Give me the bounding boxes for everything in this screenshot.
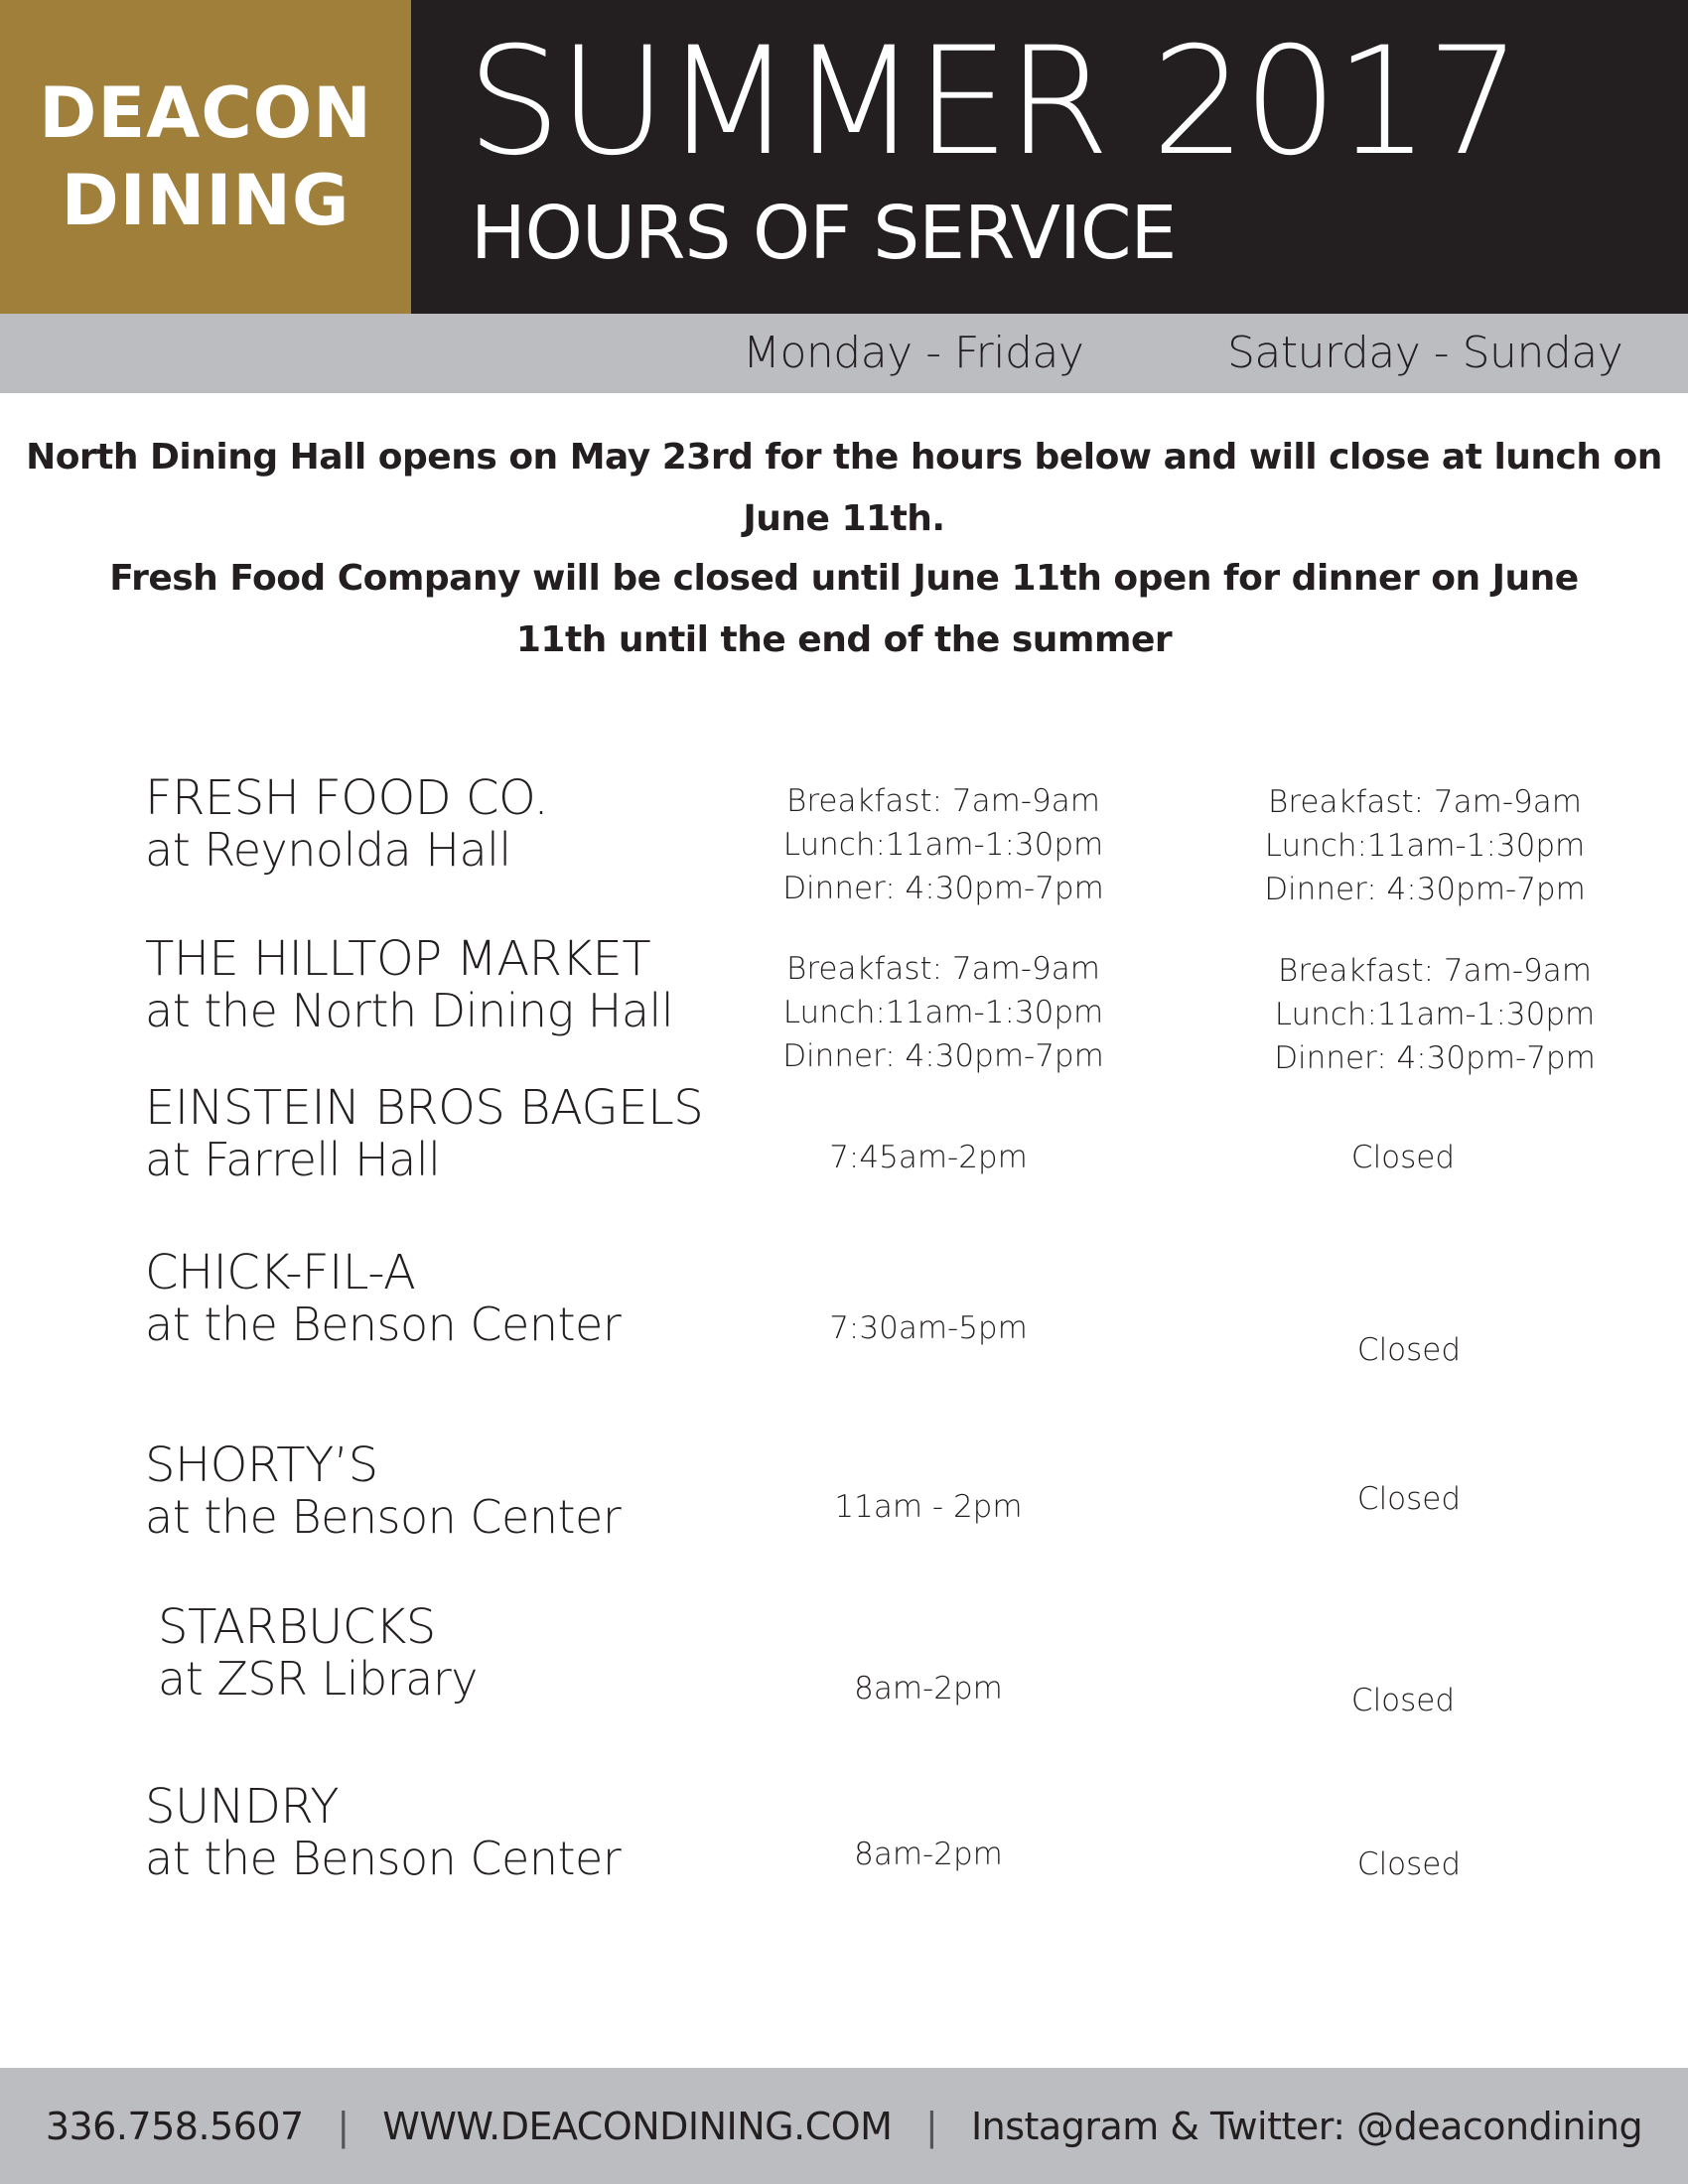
weekday-hours	[720, 1306, 1137, 1350]
weekday-hours	[720, 1136, 1137, 1179]
fresh-food-notice: Fresh Food Company will be closed until June 11th open for dinner on June 11th until the end of the summer	[109, 558, 1579, 660]
location-place: at ZSR Library	[158, 1652, 478, 1706]
location-chick-fil-a	[145, 1247, 621, 1350]
location-name: SUNDRY	[145, 1779, 340, 1835]
location-sundry	[145, 1781, 621, 1884]
hours-text: 8am-2pm	[854, 1837, 1003, 1872]
location-place: at the Benson Center	[145, 1297, 622, 1351]
weekend-hours	[1195, 1679, 1612, 1722]
weekend-hours	[1200, 1328, 1618, 1372]
location-place: at the Benson Center	[145, 1490, 622, 1544]
location-name: SHORTY’S	[145, 1437, 378, 1493]
footer-contact	[46, 2105, 1642, 2148]
hours-text: 8am-2pm	[854, 1671, 1003, 1706]
closed-text: Closed	[1356, 1481, 1462, 1517]
weekend-hours	[1195, 1136, 1612, 1179]
hours-text: 7:30am-5pm	[829, 1310, 1028, 1346]
location-einstein-bagels	[145, 1082, 703, 1185]
lunch-hours: Lunch:11am-1:30pm	[782, 827, 1104, 863]
location-hilltop-market	[145, 933, 673, 1036]
weekend-hours	[1216, 780, 1633, 911]
closed-text: Closed	[1356, 1846, 1462, 1882]
location-name: FRESH FOOD CO.	[145, 770, 549, 826]
location-starbucks	[158, 1601, 478, 1705]
dinner-hours: Dinner: 4:30pm-7pm	[782, 1038, 1104, 1074]
lunch-hours: Lunch:11am-1:30pm	[782, 995, 1104, 1030]
weekday-hours	[720, 1485, 1137, 1529]
weekday-hours	[735, 779, 1152, 910]
weekend-hours	[1200, 1477, 1618, 1521]
weekend-hours	[1200, 1843, 1618, 1886]
location-name: STARBUCKS	[158, 1599, 436, 1655]
page-subtitle: HOURS OF SERVICE	[471, 191, 1177, 276]
location-name: THE HILLTOP MARKET	[145, 931, 651, 987]
days-header-band	[0, 314, 1688, 393]
breakfast-hours: Breakfast: 7am-9am	[1278, 953, 1592, 989]
dinner-hours: Dinner: 4:30pm-7pm	[782, 871, 1104, 906]
location-fresh-food	[145, 772, 548, 876]
location-place: at the North Dining Hall	[145, 984, 674, 1037]
lunch-hours: Lunch:11am-1:30pm	[1264, 828, 1586, 864]
footer-separator: |	[337, 2104, 350, 2148]
location-name: EINSTEIN BROS BAGELS	[145, 1080, 704, 1136]
weekday-hours	[720, 1667, 1137, 1710]
brand-line-2: DINING	[61, 160, 351, 241]
breakfast-hours: Breakfast: 7am-9am	[786, 951, 1100, 987]
closed-text: Closed	[1356, 1332, 1462, 1368]
brand-logo	[0, 0, 411, 314]
weekend-column-header: Saturday - Sunday	[1227, 328, 1623, 378]
website-link[interactable]: WWW.DEACONDINING.COM	[382, 2104, 893, 2148]
hours-text: 11am - 2pm	[834, 1489, 1023, 1525]
weekday-hours	[735, 947, 1152, 1078]
dinner-hours: Dinner: 4:30pm-7pm	[1274, 1040, 1596, 1076]
breakfast-hours: Breakfast: 7am-9am	[1268, 784, 1582, 820]
header-banner	[0, 0, 1688, 314]
weekday-column-header: Monday - Friday	[743, 328, 1084, 378]
dinner-hours: Dinner: 4:30pm-7pm	[1264, 872, 1586, 907]
page-title: SUMMER 2017	[467, 16, 1519, 189]
location-name: CHICK-FIL-A	[145, 1245, 416, 1300]
location-place: at the Benson Center	[145, 1832, 622, 1885]
footer-band	[0, 2068, 1688, 2184]
hours-text: 7:45am-2pm	[829, 1140, 1028, 1175]
location-shortys	[145, 1439, 621, 1543]
footer-separator: |	[925, 2104, 938, 2148]
location-place: at Farrell Hall	[145, 1133, 441, 1186]
breakfast-hours: Breakfast: 7am-9am	[786, 783, 1100, 819]
closed-text: Closed	[1350, 1140, 1456, 1175]
weekday-hours	[720, 1833, 1137, 1876]
brand-line-1: DEACON	[39, 72, 372, 154]
north-dining-notice: North Dining Hall opens on May 23rd for the hours below and will close at lunch on June 11th.	[26, 437, 1662, 539]
lunch-hours: Lunch:11am-1:30pm	[1274, 997, 1596, 1032]
phone-number[interactable]: 336.758.5607	[45, 2104, 304, 2148]
location-place: at Reynolda Hall	[145, 823, 511, 877]
closed-text: Closed	[1350, 1683, 1456, 1718]
weekend-hours	[1226, 949, 1643, 1080]
social-handle[interactable]: Instagram & Twitter: @deacondining	[970, 2104, 1643, 2148]
